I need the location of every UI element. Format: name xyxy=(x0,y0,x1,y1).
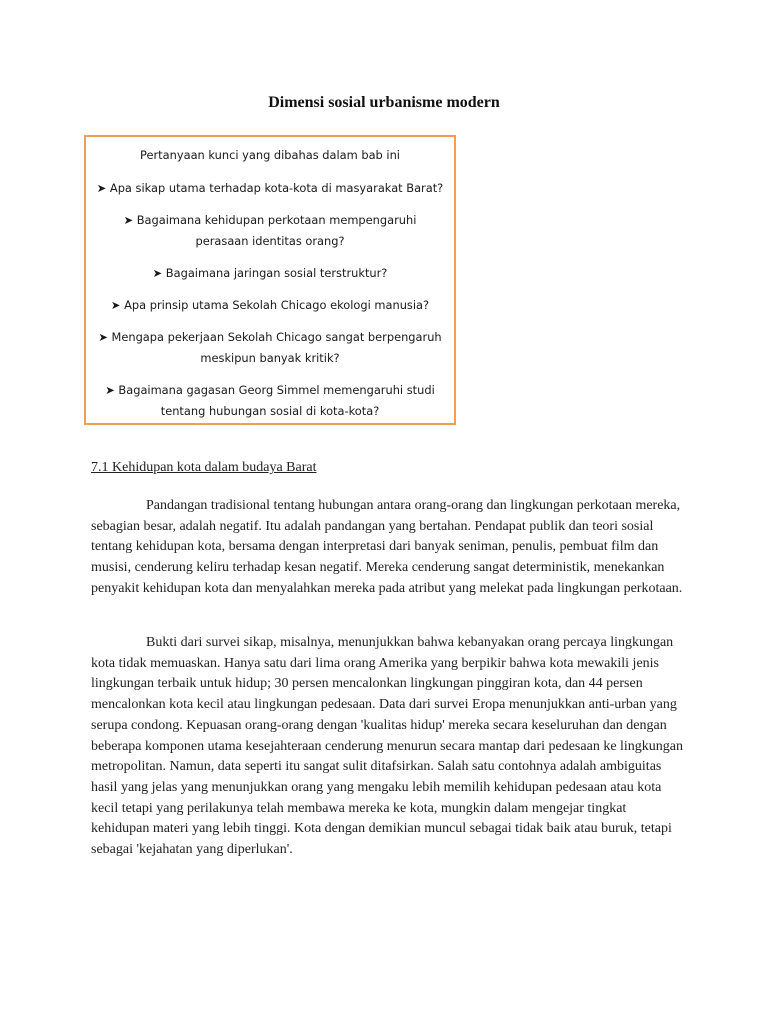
key-question-5: ➤ Mengapa pekerjaan Sekolah Chicago sangat berpengaruh meskipun banyak kritik? xyxy=(98,330,442,365)
key-question-2: ➤ Bagaimana kehidupan perkotaan mempengaruhi perasaan identitas orang? xyxy=(123,213,417,248)
page-title: Dimensi sosial urbanisme modern xyxy=(268,94,500,111)
section-heading: 7.1 Kehidupan kota dalam budaya Barat xyxy=(91,460,317,475)
paragraph-2: Bukti dari survei sikap, misalnya, menunjukkan bahwa kebanyakan orang percaya lingkungan kota tidak memuaskan. Hanya satu dari lima orang Amerika yang berpikir bahwa kota mewakili jenis lingkungan terbaik untuk hidup; 30 persen mencalonkan lingkungan pinggiran kota, dan 44 persen mencalonkan kota kecil atau lingkungan pedesaan. Data dari survei Eropa menunjukkan anti-urban yang serupa condong. Kepuasan orang-orang dengan 'kualitas hidup' mereka secara keseluruhan dan dengan beberapa komponen utama kesejahteraan cenderung menurun secara mantap dari pedesaan ke lingkungan metropolitan. Namun, data seperti itu sangat sulit ditafsirkan. Salah satu contohnya adalah ambiguitas hasil yang jelas yang menunjukkan orang yang mengaku lebih memilih kehidupan pedesaan atau kota kecil tetapi yang perilakunya telah membawa mereka ke kota, mungkin dalam mengejar tingkat kehidupan materi yang lebih tinggi. Kota dengan demikian muncul sebagai tidak baik atau buruk, tetapi sebagai 'kejahatan yang diperlukan'. xyxy=(91,635,684,858)
paragraph-1: Pandangan tradisional tentang hubungan antara orang-orang dan lingkungan perkotaan mereka, sebagian besar, adalah negatif. Itu adalah pandangan yang bertahan. Pendapat publik dan teori sosial tentang kehidupan kota, bersama dengan interpretasi dari banyak seniman, penulis, pembuat film dan musisi, cenderung keliru terhadap kesan negatif. Mereka cenderung sangat deterministik, menekankan penyakit kehidupan kota dan menyalahkan mereka pada atribut yang melekat pada lingkungan perkotaan. xyxy=(91,498,683,596)
key-questions-box xyxy=(84,135,456,425)
key-question-3: ➤ Bagaimana jaringan sosial terstruktur? xyxy=(152,266,388,280)
key-questions-heading: Pertanyaan kunci yang dibahas dalam bab ini xyxy=(140,148,400,162)
key-question-4: ➤ Apa prinsip utama Sekolah Chicago ekologi manusia? xyxy=(110,298,430,312)
key-question-6: ➤ Bagaimana gagasan Georg Simmel memengaruhi studi tentang hubungan sosial di kota-kota? xyxy=(105,383,435,418)
key-question-1: ➤ Apa sikap utama terhadap kota-kota di masyarakat Barat? xyxy=(96,181,444,195)
